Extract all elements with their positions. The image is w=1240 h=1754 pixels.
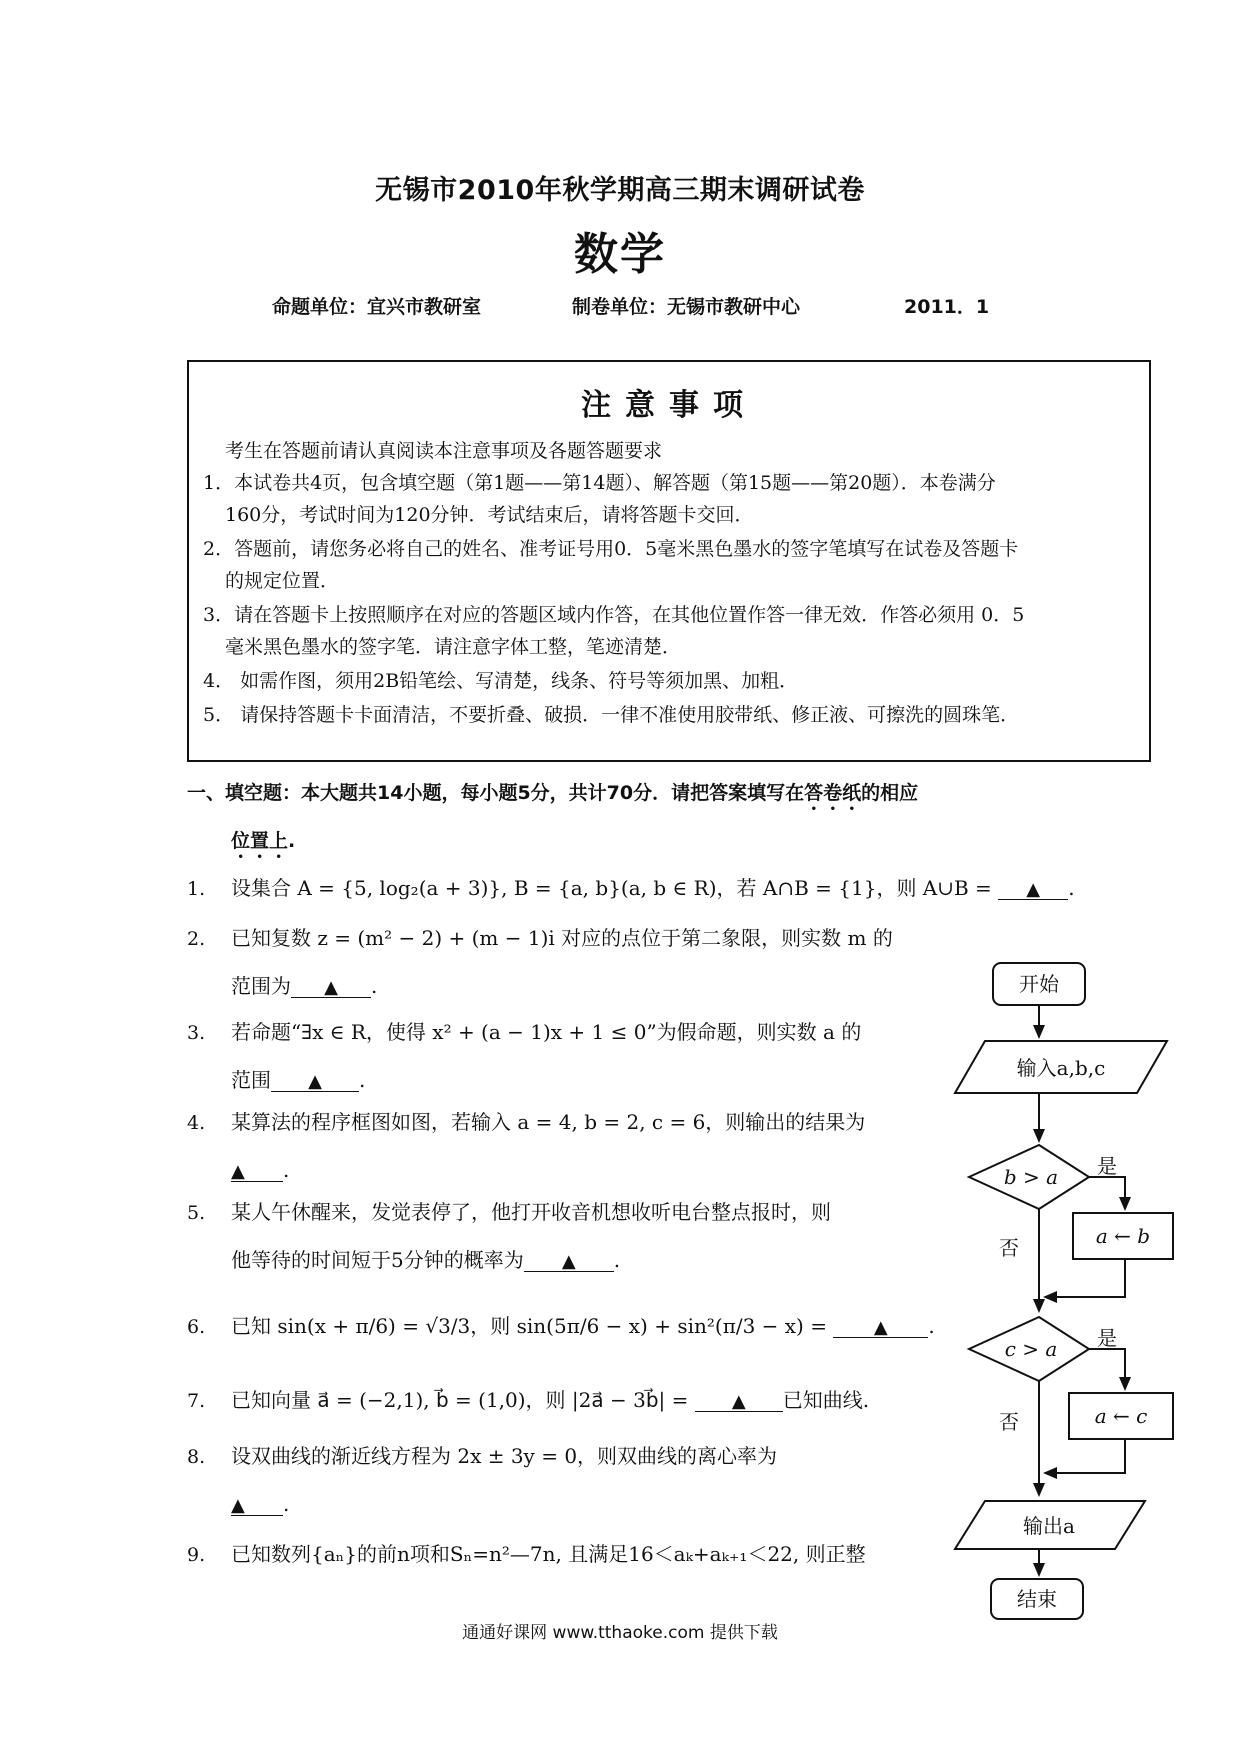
q6-text: 已知 sin(x + π/6) = √3/3，则 sin(5π/6 − x) + sin²(π/3 − x) = ▲ .	[231, 1314, 935, 1338]
flow-input-label: 输入a,b,c	[1016, 1056, 1106, 1080]
subject-title: 数学	[574, 229, 666, 280]
section-heading-text-tail: 的相应	[861, 782, 919, 804]
flow-cond1-label: b > a	[1003, 1165, 1059, 1189]
flow-yes-label-1: 是	[1097, 1154, 1117, 1178]
q8-text-line2: ▲ .	[231, 1492, 290, 1516]
answer-triangle-icon: ▲	[1026, 879, 1041, 900]
q7-stem: 已知向量 a⃗ = (−2,1), b⃗ = (1,0)，则 |2a⃗ − 3b⃗| =	[231, 1388, 689, 1412]
q4-text-line1: 某算法的程序框图如图，若输入 a = 4, b = 2, c = 6，则输出的结果为	[231, 1110, 866, 1134]
footer-source: 通通好课网 www.tthaoke.com 提供下载	[462, 1623, 778, 1643]
q8-text-line1: 设双曲线的渐近线方程为 2x ± 3y = 0，则双曲线的离心率为	[231, 1444, 778, 1468]
answer-triangle-icon: ▲	[231, 1161, 245, 1182]
answer-triangle-icon: ▲	[308, 1071, 322, 1092]
notice-item-2b: 的规定位置．	[225, 570, 340, 592]
q5-text-line2: 他等待的时间短于5分钟的概率为 ▲ .	[231, 1248, 621, 1272]
notice-intro: 考生在答题前请认真阅读本注意事项及各题答题要求	[225, 440, 663, 462]
q3-text-line1: 若命题“∃x ∈ R，使得 x² + (a − 1)x + 1 ≤ 0”为假命题，则实数 a 的	[231, 1020, 862, 1044]
q5-answer-blank	[524, 1250, 614, 1272]
q1-stem: 设集合 A = {5, log₂(a + 3)}, B = {a, b}(a, b ∈ R)，若 A∩B = {1}，则 A∪B =	[231, 876, 992, 900]
q6-stem: 已知 sin(x + π/6) = √3/3，则 sin(5π/6 − x) + sin²(π/3 − x) =	[231, 1314, 827, 1338]
q3-text-line2: 范围 ▲ .	[231, 1068, 366, 1092]
exam-title: 无锡市2010年秋学期高三期末调研试卷	[375, 175, 865, 206]
q3-stem-tail: 范围	[231, 1068, 271, 1092]
q9-text: 已知数列{aₙ}的前n项和Sₙ=n²—7n, 且满足16＜aₖ+aₖ₊₁＜22, 则正整	[231, 1542, 866, 1566]
q1-text: 设集合 A = {5, log₂(a + 3)}, B = {a, b}(a, b ∈ R)，若 A∩B = {1}，则 A∪B = ▲ .	[231, 876, 1075, 900]
answer-triangle-icon: ▲	[873, 1317, 888, 1338]
answer-triangle-icon: ▲	[324, 977, 338, 998]
q2-text-line2: 范围为 ▲ .	[231, 974, 378, 998]
flow-assign1-label: a ← b	[1095, 1224, 1151, 1248]
notice-item-3b: 毫米黑色墨水的签字笔．请注意字体工整，笔迹清楚．	[225, 636, 682, 658]
setter-unit: 命题单位：宜兴市教研室	[272, 296, 482, 318]
q5-stem-tail: 他等待的时间短于5分钟的概率为	[231, 1248, 524, 1272]
q1-number: 1.	[187, 878, 206, 900]
producer-unit: 制卷单位：无锡市教研中心	[572, 296, 801, 318]
q7-number: 7.	[187, 1390, 206, 1412]
q2-stem-tail: 范围为	[231, 974, 291, 998]
q7-text	[231, 1390, 869, 1412]
exam-meta	[272, 292, 1032, 322]
q9-number: 9.	[187, 1544, 206, 1566]
notice-item-4: 4． 如需作图，须用2B铅笔绘、写清楚，线条、符号等须加黑、加粗．	[203, 670, 799, 692]
flow-no-label-2: 否	[999, 1410, 1019, 1434]
answer-triangle-icon: ▲	[561, 1251, 576, 1272]
q5-text-line1: 某人午休醒来，发觉表停了，他打开收音机想收听电台整点报时，则	[231, 1200, 831, 1224]
flow-cond2-label: c > a	[1004, 1337, 1058, 1361]
flow-assign2-label: a ← c	[1094, 1404, 1148, 1428]
flow-output-label: 输出a	[1023, 1514, 1075, 1538]
q1-answer-blank	[998, 878, 1068, 900]
q2-answer-blank	[291, 976, 371, 998]
q6-answer-blank	[833, 1316, 928, 1338]
notice-item-5: 5． 请保持答题卡卡面清洁，不要折叠、破损．一律不准使用胶带纸、修正液、可擦洗的圆珠笔．	[203, 704, 1020, 726]
section-heading-line2: 位置上.	[231, 830, 296, 852]
notice-box	[187, 360, 1151, 762]
section-heading	[187, 778, 918, 815]
q8-number: 8.	[187, 1446, 206, 1468]
q7-answer-blank	[695, 1390, 783, 1412]
flow-yes-label-2: 是	[1097, 1326, 1117, 1350]
q2-text-line1: 已知复数 z = (m² − 2) + (m − 1)i 对应的点位于第二象限，则实数 m 的	[231, 926, 893, 950]
flow-start-label: 开始	[1019, 972, 1059, 996]
section-heading-emphasis: 答卷纸	[804, 782, 862, 804]
q6-number: 6.	[187, 1316, 206, 1338]
q2-number: 2.	[187, 928, 206, 950]
answer-triangle-icon: ▲	[731, 1391, 746, 1412]
section-heading-text: 一、填空题：本大题共14小题，每小题5分，共计70分．请把答案填写在	[187, 782, 805, 804]
notice-title: 注意事项	[581, 388, 757, 423]
notice-item-3a: 3．请在答题卡上按照顺序在对应的答题区域内作答，在其他位置作答一律无效．作答必须用 0．5	[203, 604, 1025, 626]
exam-date: 2011．1	[904, 296, 990, 318]
q3-answer-blank	[271, 1070, 359, 1092]
q4-answer-blank	[231, 1160, 283, 1182]
notice-item-1a: 1．本试卷共4页，包含填空题（第1题——第14题）、解答题（第15题——第20题）．本卷满分	[203, 472, 996, 494]
q3-number: 3.	[187, 1022, 206, 1044]
flow-no-label-1: 否	[999, 1236, 1019, 1260]
q5-number: 5.	[187, 1202, 206, 1224]
notice-item-1b: 160分，考试时间为120分钟．考试结束后，请将答题卡交回．	[225, 504, 754, 526]
notice-item-2a: 2．答题前，请您务必将自己的姓名、准考证号用0．5毫米黑色墨水的签字笔填写在试卷及答题卡	[203, 538, 1019, 560]
q4-number: 4.	[187, 1112, 206, 1134]
flowchart	[945, 945, 1205, 1625]
flow-end-label: 结束	[1017, 1587, 1057, 1611]
answer-triangle-icon: ▲	[231, 1495, 245, 1516]
q7-tail: 已知曲线.	[782, 1388, 870, 1412]
q4-text-line2: ▲ .	[231, 1158, 290, 1182]
q8-answer-blank	[231, 1494, 283, 1516]
